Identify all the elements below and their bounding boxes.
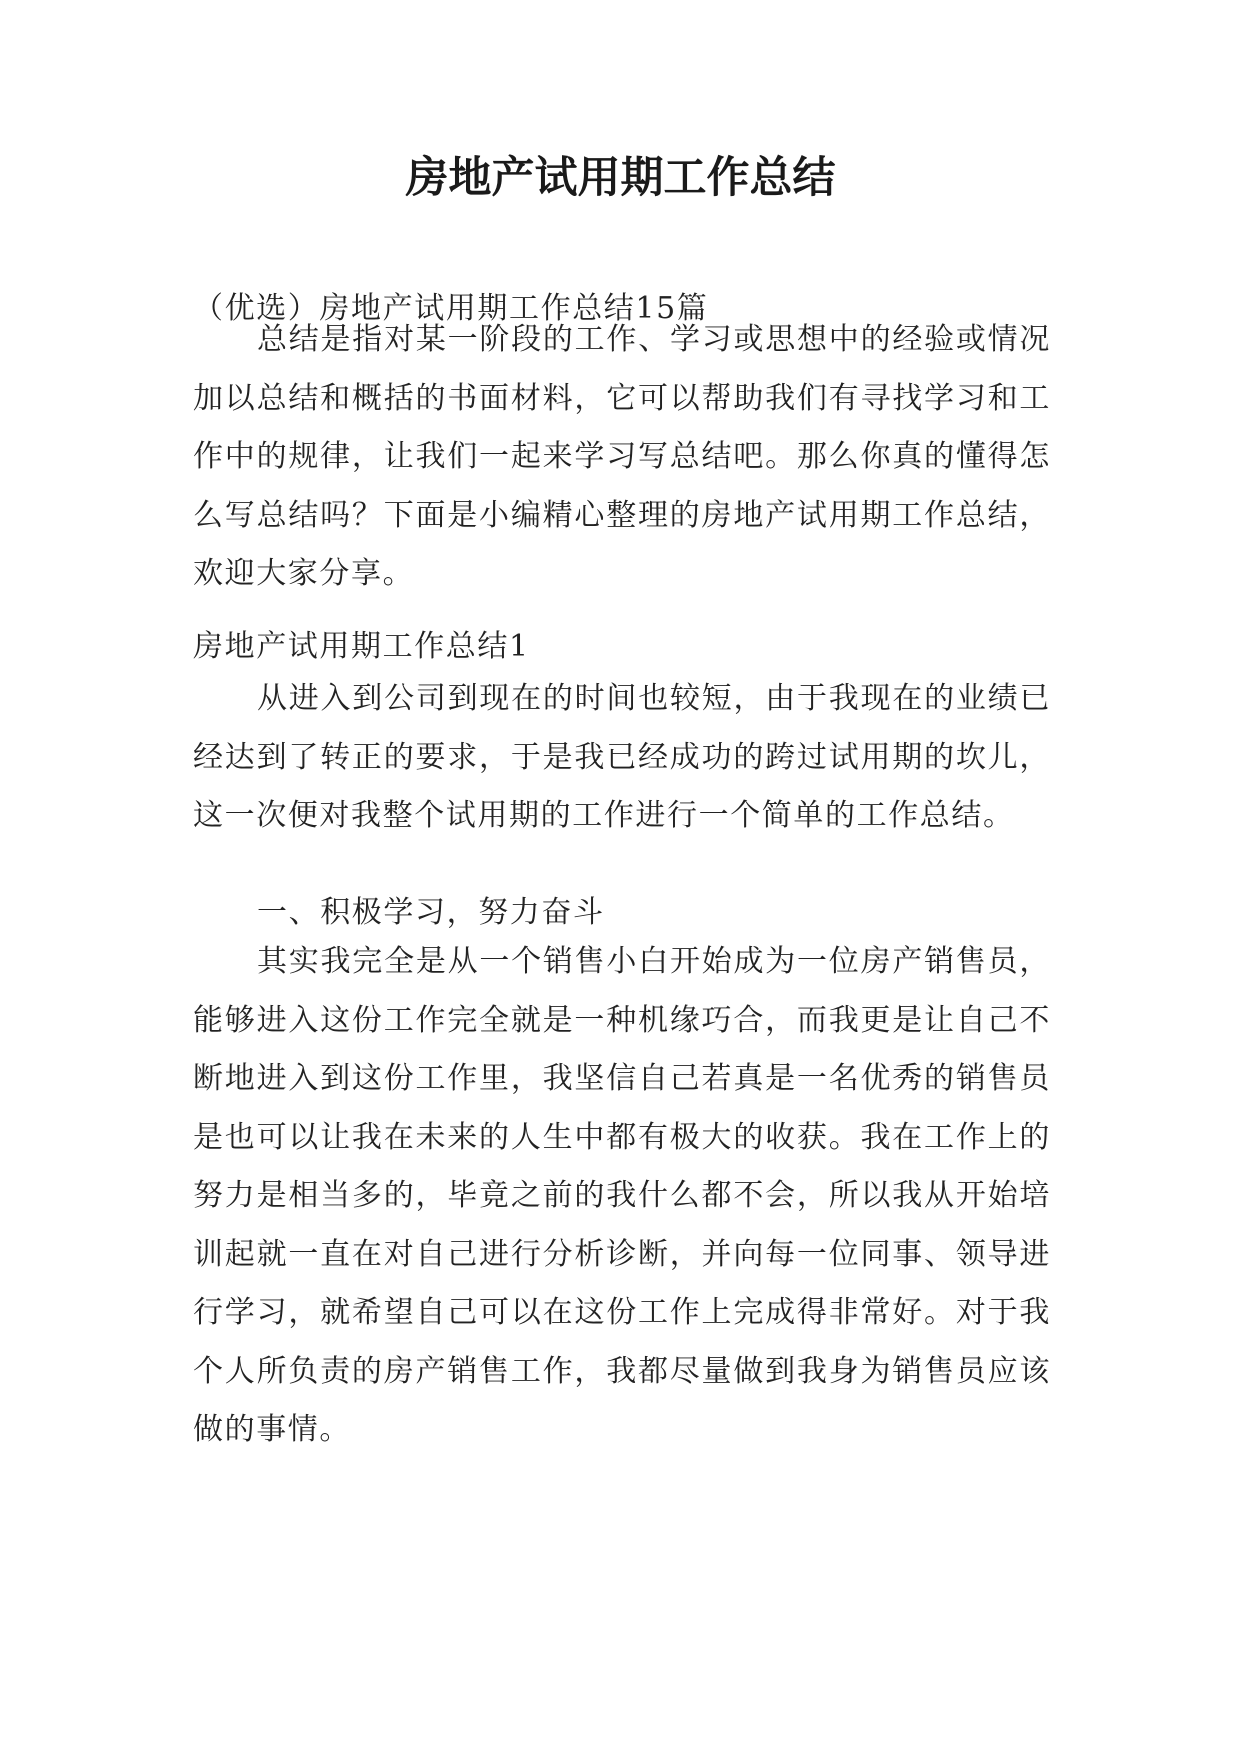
- document-title: 房地产试用期工作总结: [405, 153, 836, 203]
- point-heading: 一、积极学习，努力奋斗: [257, 895, 605, 930]
- intro-paragraph: 总结是指对某一阶段的工作、学习或思想中的经验或情况加以总结和概括的书面材料，它可以帮助我们有寻找学习和工作中的规律，让我们一起来学习写总结吧。那么你真的懂得怎么写总结吗？下面是小编精心整理的房地产试用期工作总结，欢迎大家分享。: [193, 322, 1051, 591]
- body-paragraph: 从进入到公司到现在的时间也较短，由于我现在的业绩已经达到了转正的要求，于是我已经成功的跨过试用期的坎儿，这一次便对我整个试用期的工作进行一个简单的工作总结。: [193, 681, 1051, 833]
- body-paragraph: 其实我完全是从一个销售小白开始成为一位房产销售员，能够进入这份工作完全就是一种机缘巧合，而我更是让自己不断地进入到这份工作里，我坚信自己若真是一名优秀的销售员是也可以让我在未来的人生中都有极大的收获。我在工作上的努力是相当多的，毕竟之前的我什么都不会，所以我从开始培训起就一直在对自己进行分析诊断，并向每一位同事、领导进行学习，就希望自己可以在这份工作上完成得非常好。对于我个人所负责的房产销售工作，我都尽量做到我身为销售员应该做的事情。: [193, 944, 1051, 1447]
- document-subtitle: （优选）房地产试用期工作总结15篇: [193, 291, 709, 326]
- section-heading: 房地产试用期工作总结1: [193, 629, 530, 664]
